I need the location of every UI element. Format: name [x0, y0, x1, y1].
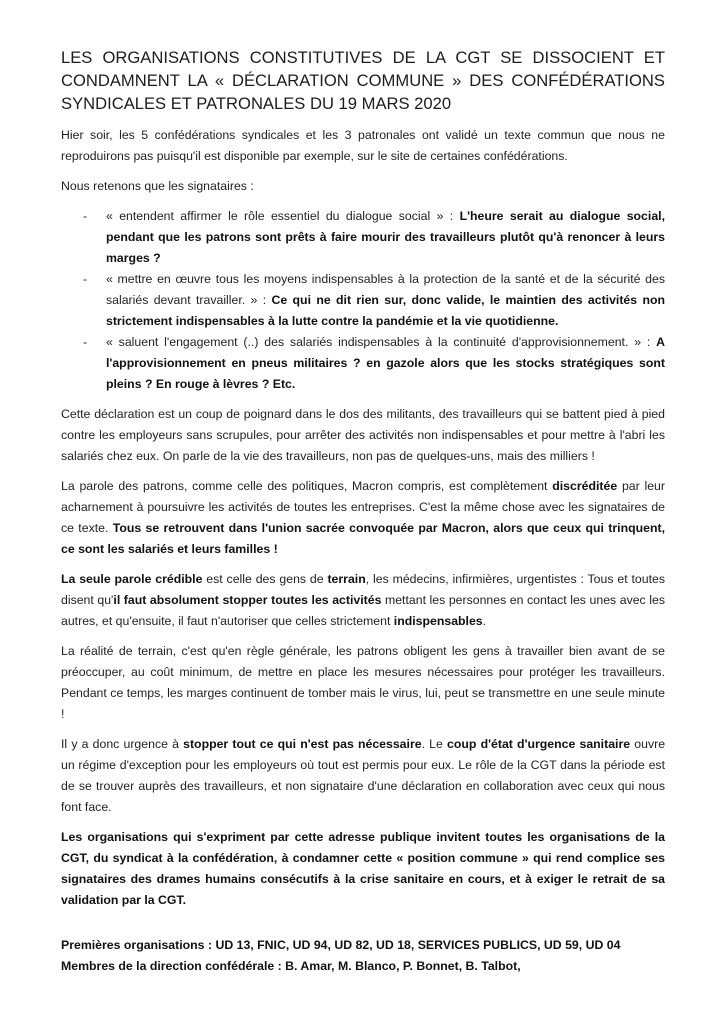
paragraph-reality: La réalité de terrain, c'est qu'en règle générale, les patrons obligent les gens à travailler bien avant de se préoccuper, au coût minimum, de mettre en place les mesures nécessaires pour protéger les travailleurs. Pendant ce temps, les marges continuent de tomber mais le virus, lui, peut se transmettre en une seule minute ! [61, 644, 665, 721]
signatures-direction: Membres de la direction confédérale : B. Amar, M. Blanco, P. Bonnet, B. Talbot, [61, 959, 521, 973]
text-run: Il y a donc urgence à [61, 737, 184, 751]
paragraph-urgency [61, 734, 665, 818]
bullet-quote: « mettre en œuvre tous les moyens indispensables à la protection de la santé et de la sécurité des salariés devant travailler. » : [106, 272, 665, 307]
emphasis-text: La seule parole crédible [61, 572, 203, 586]
emphasis-text: Tous se retrouvent dans l'union sacrée convoquée par Macron, alors que ceux qui trinquent, ce sont les salariés et leurs familles ! [61, 521, 665, 556]
bullet-comment: Ce qui ne dit rien sur, donc valide, le maintien des activités non strictement indispensables à la lutte contre la pandémie et la vie quotidienne. [106, 293, 665, 328]
bullet-dash: - [83, 272, 88, 286]
bullet-quote: « saluent l'engagement (..) des salariés indispensables à la continuité d'approvisionnement. » : [106, 335, 657, 349]
paragraph-declaration: Cette déclaration est un coup de poignard dans le dos des militants, des travailleurs qui se battent pied à pied contre les employeurs sans scrupules, pour arrêter des activités non indispensables et pour mettre à l'abri les salariés chez eux. On parle de la vie des travailleurs, non pas de quelques-uns, mais des milliers ! [61, 407, 665, 463]
document-title [61, 46, 665, 115]
emphasis-text: stopper tout ce qui n'est pas nécessaire [183, 737, 422, 751]
title-line-3: SYNDICALES ET PATRONALES DU 19 MARS 2020 [61, 94, 452, 113]
bullet-dash: - [83, 209, 88, 223]
text-run: , les médecins, infirmières, urgentistes : Tous et toutes disent qu' [61, 572, 665, 607]
title-line-2: CONDAMNENT LA « DÉCLARATION COMMUNE » DES CONFÉDÉRATIONS [61, 71, 665, 90]
signatures-organisations: Premières organisations : UD 13, FNIC, UD 94, UD 82, UD 18, SERVICES PUBLICS, UD 59, UD 04 [61, 938, 621, 952]
paragraph-patrons [61, 476, 665, 560]
bullet-quote: « entendent affirmer le rôle essentiel du dialogue social » : [106, 209, 460, 223]
text-run: ouvre un régime d'exception pour les employeurs où tout est permis pour eux. Le rôle de la CGT dans la période est de se trouver auprès des travailleurs, et non signataire d'une déclaration en collaboration avec ceux qui nous font face. [61, 737, 666, 814]
emphasis-text: indispensables [393, 614, 483, 628]
signatures-block [61, 935, 665, 977]
emphasis-text: terrain [327, 572, 366, 586]
bullet-comment: L'heure serait au dialogue social, pendant que les patrons sont prêts à faire mourir des travailleurs plutôt qu'à renoncer à leurs marges ? [106, 209, 665, 265]
bullet-dash: - [83, 335, 88, 349]
emphasis-text: discréditée [552, 479, 618, 493]
text-run: La parole des patrons, comme celle des politiques, Macron compris, est complètement [61, 479, 553, 493]
text-run: . Le [421, 737, 448, 751]
text-run: par leur acharnement à poursuivre les activités de toutes les entreprises. C'est la même chose avec les signataires de ce texte. [61, 479, 665, 535]
list-item [61, 206, 665, 269]
paragraph-credible [61, 569, 665, 632]
emphasis-text: il faut absolument stopper toutes les activités [113, 593, 382, 607]
quote-list [61, 206, 665, 395]
retain-paragraph: Nous retenons que les signataires : [61, 179, 254, 193]
emphasis-text: coup d'état d'urgence sanitaire [447, 737, 631, 751]
paragraph-call-to-action: Les organisations qui s'expriment par cette adresse publique invitent toutes les organisations de la CGT, du syndicat à la confédération, à condamner cette « position commune » qui rend complice ses signataires des drames humains consécutifs à la crise sanitaire en cours, et à exiger le retrait de sa validation par la CGT. [61, 830, 665, 907]
text-run: . [482, 614, 487, 628]
text-run: mettant les personnes en contact les unes avec les autres, et qu'ensuite, il faut n'autoriser que celles strictement [61, 593, 665, 628]
title-line-1: LES ORGANISATIONS CONSTITUTIVES DE LA CGT SE DISSOCIENT ET [61, 48, 665, 67]
document-page [61, 0, 665, 1017]
bullet-comment: A l'approvisionnement en pneus militaires ? en gazole alors que les stocks stratégiques sont pleins ? En rouge à lèvres ? Etc. [106, 335, 665, 391]
list-item [61, 332, 665, 395]
text-run: est celle des gens de [202, 572, 328, 586]
intro-paragraph: Hier soir, les 5 confédérations syndicales et les 3 patronales ont validé un texte commun que nous ne reproduirons pas puisqu'il est disponible par exemple, sur le site de certaines confédérations. [61, 128, 665, 163]
list-item [61, 269, 665, 332]
